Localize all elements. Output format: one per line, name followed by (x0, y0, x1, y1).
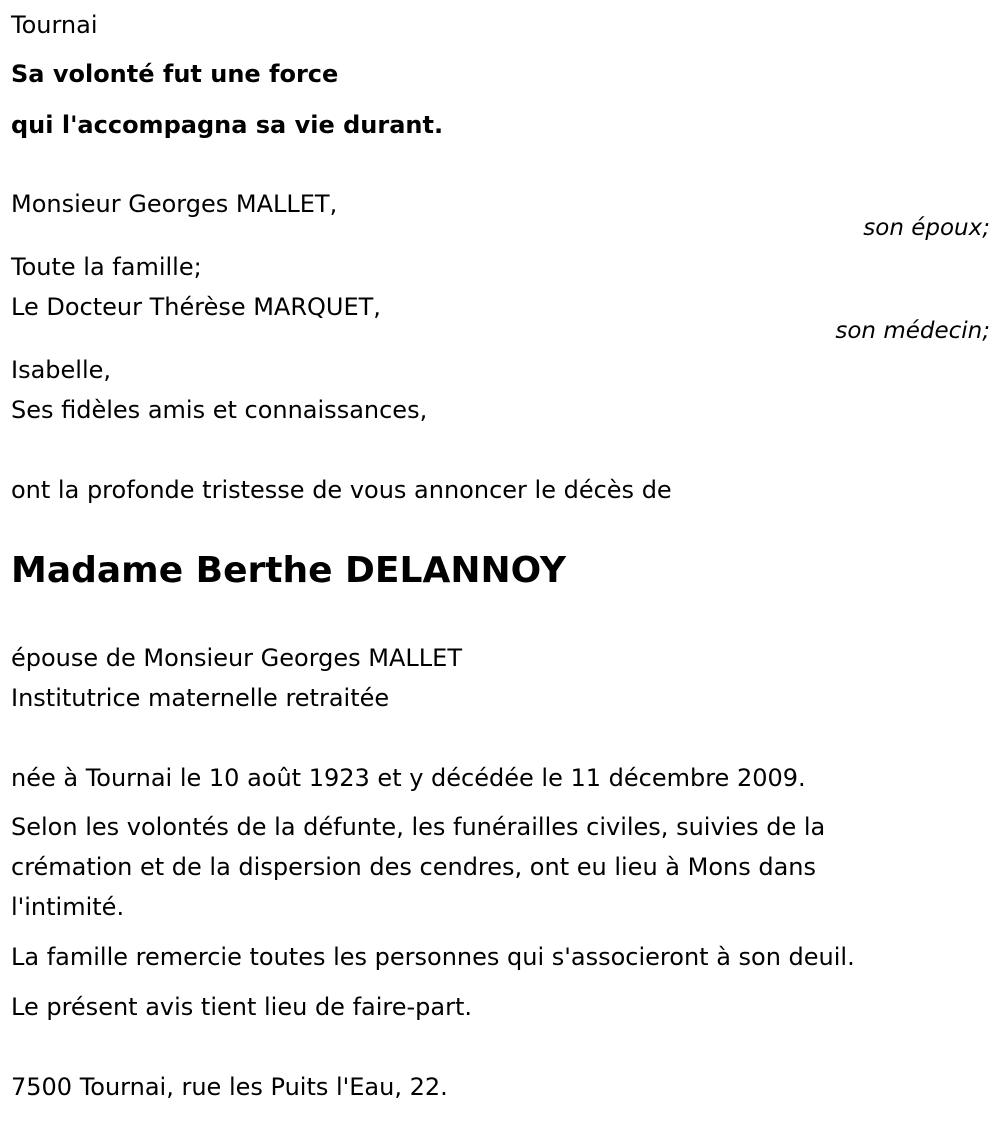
city-header: Tournai (11, 11, 98, 39)
family-line: Toute la famille; (11, 253, 202, 281)
thanks-line: La famille remercie toutes les personnes qui s'associeront à son deuil. (11, 943, 855, 971)
isabelle-line: Isabelle, (11, 356, 112, 384)
profession-line: Institutrice maternelle retraitée (11, 684, 390, 712)
funeral-line-2: crémation et de la dispersion des cendres, ont eu lieu à Mons dans (11, 853, 817, 881)
address-line: 7500 Tournai, rue les Puits l'Eau, 22. (11, 1073, 448, 1101)
quote-line-1: Sa volonté fut une force (11, 60, 339, 88)
doctor-name: Le Docteur Thérèse MARQUET, (11, 293, 381, 321)
friends-line: Ses fidèles amis et connaissances, (11, 396, 428, 424)
deceased-name: Madame Berthe DELANNOY (11, 550, 566, 591)
quote-line-2: qui l'accompagna sa vie durant. (11, 111, 444, 139)
spouse-name: Monsieur Georges MALLET, (11, 190, 338, 218)
spouse-of-line: épouse de Monsieur Georges MALLET (11, 644, 462, 672)
funeral-line-3: l'intimité. (11, 893, 125, 921)
spouse-role: son époux; (863, 215, 990, 241)
birth-death-line: née à Tournai le 10 août 1923 et y décédée le 11 décembre 2009. (11, 764, 806, 792)
doctor-role: son médecin; (835, 318, 990, 344)
funeral-line-1: Selon les volontés de la défunte, les funérailles civiles, suivies de la (11, 813, 826, 841)
notice-line: Le présent avis tient lieu de faire-part. (11, 993, 473, 1021)
announcement: ont la profonde tristesse de vous annoncer le décès de (11, 476, 672, 504)
